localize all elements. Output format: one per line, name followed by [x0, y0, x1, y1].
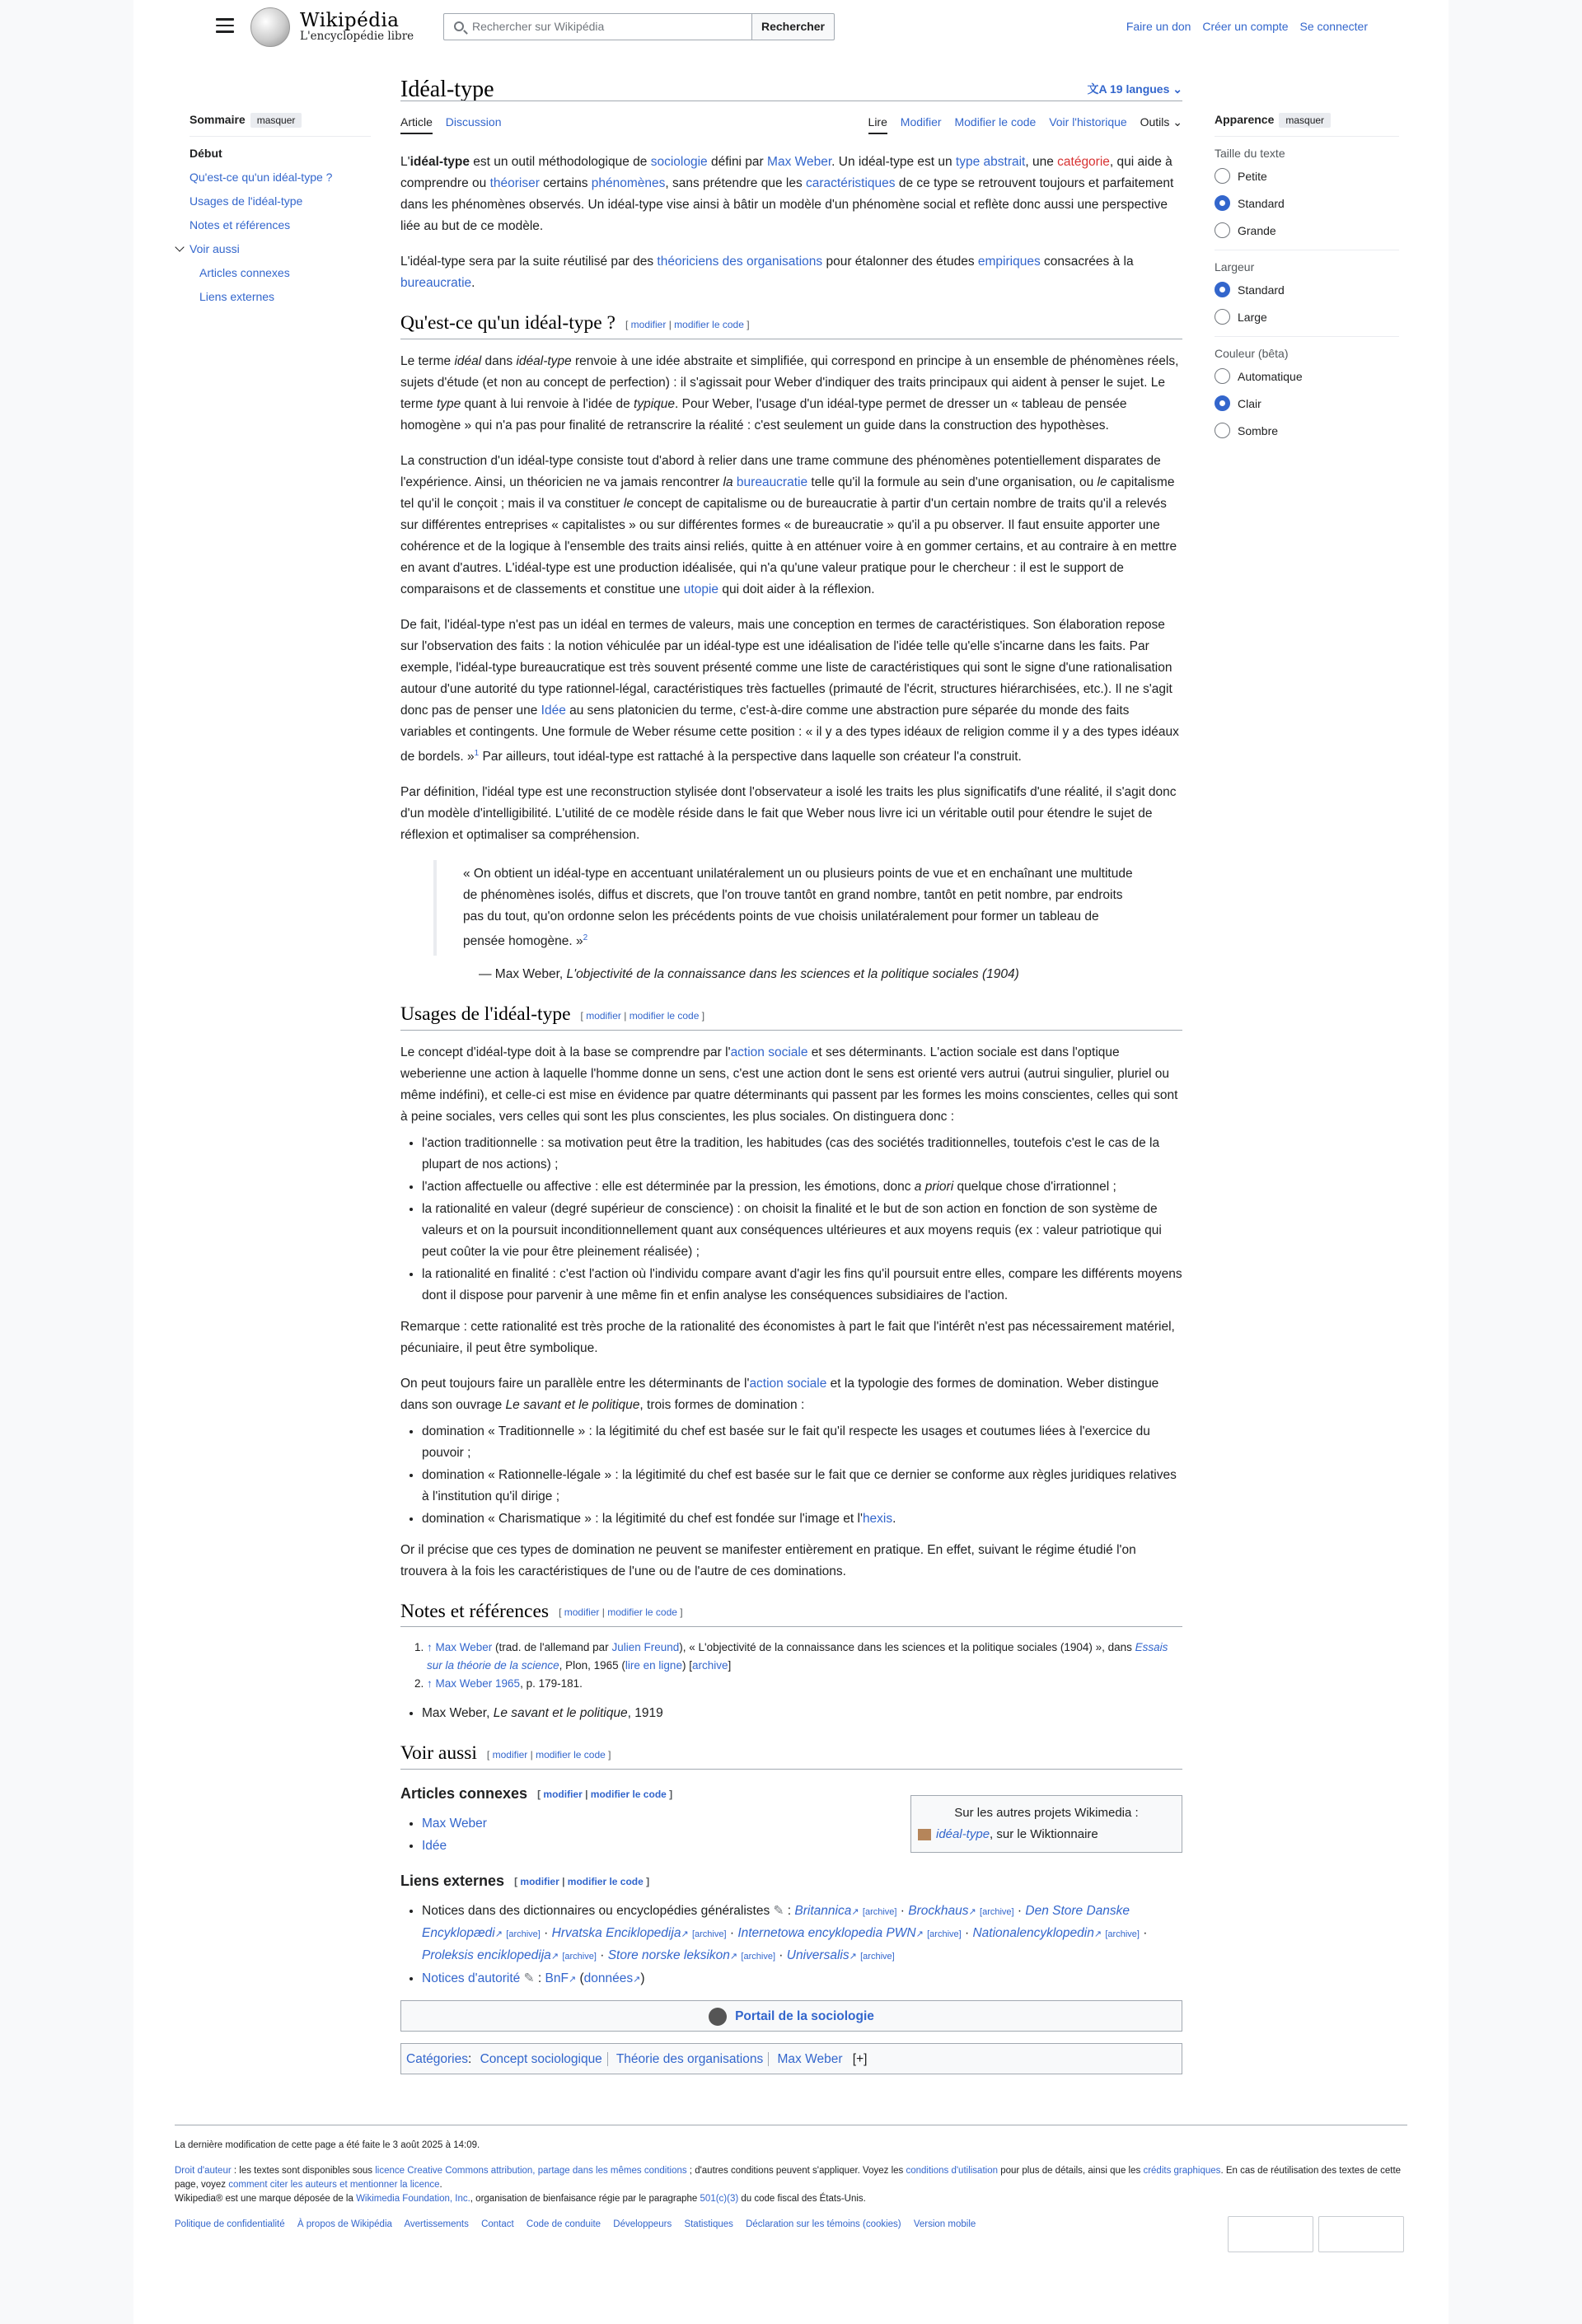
toc-item-external[interactable]: Liens externes	[199, 290, 275, 303]
page	[133, 0, 1449, 2324]
subsection-heading-related: Articles connexes [ modifier | modifier le code ]	[400, 1784, 673, 1802]
category-link[interactable]: Max Weber	[777, 2052, 843, 2067]
toc-hide-button[interactable]: masquer	[250, 113, 302, 128]
footer-link[interactable]: Déclaration sur les témoins (cookies)	[746, 2219, 901, 2229]
appearance-hide-button[interactable]: masquer	[1279, 113, 1331, 128]
tab-article[interactable]: Article	[400, 115, 433, 134]
license-text: Droit d'auteur : les textes sont disponibles sous licence Creative Commons attribution, partage dans les mêmes conditions ; d'autres conditions peuvent s'appliquer. Voyez les conditions d'utilisation pour plus de détails, ainsi que les crédits graphiques. En cas de réutilisation des textes de cette page, voyez comment citer les auteurs et mentionner la licence. Wikipedia® est une marque déposée de la Wikimedia Foundation, Inc., organisation de bienfaisance régie par le paragraphe 501(c)(3) du code fiscal des États-Unis.	[175, 2166, 1402, 2204]
weber-quote: « On obtient un idéal-type en accentuant unilatéralement un ou plusieurs points de vue et en enchaînant une multitude de phénomènes isolés, diffus et discrets, que l'on trouve tantôt en grand nombre, tantôt en petit nombre, par endroits pas du tout, qu'on ordonne selon les précédents points de vue choisis unilatéralement pour former un tableau de pensée homogène. »$^2$	[433, 860, 1182, 956]
chevron-down-icon[interactable]	[175, 242, 184, 251]
color-label: Couleur (bêta)	[1215, 347, 1289, 360]
intro-paragraph-2: L'idéal-type sera par la suite réutilisé par des théoriciens des organisations pour étalonner des études empiriques consacrées à la bureaucratie.	[400, 255, 1134, 290]
site-footer	[175, 2125, 1407, 2232]
footer-link[interactable]: Statistiques	[684, 2219, 733, 2229]
wiktionary-icon	[918, 1829, 931, 1840]
intro-paragraph: L'idéal-type est un outil méthodologique de sociologie défini par Max Weber. Un idéal-type est un type abstrait, une catégorie, qui aide à comprendre ou théoriser certains phénomènes, sans prétendre que les caractéristiques de ce type se retrouvent toujours et parfaitement dans les phénomènes observés. Un idéal-type vise ainsi à bâtir un modèle d'un phénomène social et reflète donc aussi une perspective liée au but de ce modèle.	[400, 155, 1174, 233]
appearance-panel	[1215, 113, 1399, 450]
footer-link[interactable]: À propos de Wikipédia	[297, 2219, 392, 2229]
categories-link[interactable]: Catégories	[406, 2052, 468, 2067]
section-heading-usages: Usages de l'idéal-type [ modifier | modifier le code ]	[400, 1003, 1182, 1031]
categories-expand-button[interactable]: [+]	[852, 2052, 868, 2067]
appearance-title: Apparence	[1215, 113, 1275, 126]
create-account-link[interactable]: Créer un compte	[1202, 20, 1289, 33]
external-links-list: • Notices dans des dictionnaires ou encyclopédies généralistes ✎ : Britannica↗ [archive] · Brockhaus↗ [archive] · Den Store Danske Encyklopædi↗ [archive] · Hrvatska Enciklopedija↗ [archive] · Internetowa encyklopedia PWN↗ [archive] · Nationalencyklopedin↗ [archive] · Proleksis enciklopedija↗ [archive] · Store norske leksikon↗ [archive] · Universalis↗ [archive] • Notices d'autorité ✎ : BnF↗ (données↗)	[422, 1901, 1182, 1990]
quote-attribution: — Max Weber, L'objectivité de la connaissance dans les sciences et la politique sociales (1904)	[479, 966, 1019, 981]
text-size-large[interactable]: Grande	[1215, 222, 1399, 238]
related-link[interactable]: Idée	[422, 1839, 447, 1853]
toc-item-usages[interactable]: Usages de l'idéal-type	[190, 194, 303, 208]
sister-projects-box: Sur les autres projets Wikimedia : idéal-type, sur le Wiktionnaire	[910, 1795, 1182, 1853]
tab-talk[interactable]: Discussion	[445, 115, 502, 129]
references-list: 1. ↑ Max Weber (trad. de l'allemand par Julien Freund), « L'objectivité de la connaissance dans les sciences et la politique sociales (1904) », dans Essais sur la théorie de la science, Plon, 1965 (lire en ligne) [archive] 2. ↑ Max Weber 1965, p. 179-181.	[427, 1639, 1182, 1693]
search-icon	[454, 21, 464, 31]
text-size-small[interactable]: Petite	[1215, 168, 1399, 184]
last-modified: La dernière modification de cette page a été faite le 3 août 2025 à 14:09.	[175, 2140, 480, 2150]
toc-item-related[interactable]: Articles connexes	[199, 266, 290, 279]
toc-title: Sommaire	[190, 113, 246, 126]
tab-edit[interactable]: Modifier	[900, 115, 942, 129]
mediawiki-badge[interactable]	[1318, 2216, 1404, 2252]
text-size-label: Taille du texte	[1215, 147, 1285, 160]
footer-link[interactable]: Avertissements	[404, 2219, 469, 2229]
tagline: L'encyclopédie libre	[300, 30, 414, 43]
main-menu-icon[interactable]	[216, 18, 234, 33]
search-input[interactable]: Rechercher sur Wikipédia	[443, 13, 752, 40]
tab-tools[interactable]: Outils	[1140, 115, 1170, 129]
toc-item-see-also[interactable]: Voir aussi	[190, 242, 371, 255]
tab-history[interactable]: Voir l'historique	[1049, 115, 1127, 129]
main-content	[400, 66, 1182, 2074]
width-large[interactable]: Large	[1215, 309, 1399, 325]
footer-link[interactable]: Contact	[481, 2219, 514, 2229]
article-body: L'idéal-type est un outil méthodologique de sociologie défini par Max Weber. Un idéal-type est un type abstrait, une catégorie, qui aide à comprendre ou théoriser certains phénomènes, sans prétendre que les caractéristiques de ce type se retrouvent toujours et parfaitement dans les phénomènes observés. Un idéal-type vise ainsi à bâtir un modèle d'un phénomène social et reflète donc aussi une perspective liée au but de ce modèle. L'idéal-type sera par la suite réutilisé par des théoriciens des organisations pour étalonner des études empiriques consacrées à la bureaucratie. Qu'est-ce qu'un idéal-type ? [ modifier | modifier le code ] Le terme idéal dans idéal-type renvoie à une idée abstraite et simplifiée, qui correspond en principe à un ensemble de phénomènes réels, sujets d'étude (et non au concept de perfection) : il s'agissait pour Weber d'indiquer des traits principaux qui aident à penser le sujet. Le terme type quant à lui renvoie à l'idée de typique. Pour Weber, l'usage d'un idéal-type permet de dresser un « tableau de pensée homogène » qui n'a pas pour finalité de retranscrire la réalité : c'est seulement un guide dans la construction des hypothèses. La construction d'un idéal-type consiste tout d'abord à relier dans une trame commune des phénomènes potentiellement disparates de l'expérience. Ainsi, un théoricien ne va jamais rencontrer la bureaucratie telle qu'il la formule au sein d'une organisation, ou le capitalisme tel qu'il le conçoit ; mais il va constituer le concept de capitalisme ou de bureaucratie à partir d'un certain nombre de traits qu'il a relevés sur différentes entreprises « capitalistes » ou sur différentes formes « de bureaucratie » qu'il a pu observer. Il faut ensuite apporter une cohérence et de la logique à l'ensemble des traits ainsi reliés, quitte à en atténuer voire à en gommer certains, et au contraire à en mettre en avant d'autres. L'idéal-type est une production idéalisée, qui n'a qu'une valeur pratique pour le chercheur : il est le support de comparaisons et de classements et constitue une utopie qui doit aider à la réflexion. De fait, l'idéal-type n'est pas un idéal en termes de valeurs, mais une conception en termes de caractéristiques. Son élaboration repose sur l'observation des faits : la notion véhiculée par un idéal-type est une idéalisation de l'idée telle qu'elle s'incarne dans les faits. Par exemple, l'idéal-type bureaucratique est très souvent présenté comme une liste de caractéristiques qui sont le signe d'une rationalisation autour d'une autorité du type rationnel-légal, caractéristiques très factuelles (primauté de l'écrit, structures hiérarchisées, etc.). Il ne s'agit donc pas de penser une Idée au sens platonicien du terme, c'est-à-dire comme une abstraction pure séparée du monde des faits variables et contingents. Une formule de Weber résume cette position : « il y a des types idéaux de religion comme il y a des types idéaux de bordels. »$^1$ Par ailleurs, tout idéal-type est rattaché à la perspective dans laquelle son créateur l'a construit. Par définition, l'idéal type est une reconstruction stylisée dont l'observateur a isolé les traits les plus significatifs d'une réalité, il s'agit donc d'un modèle d'intelligibilité. L'utilité de ce modèle réside dans le fait que Weber nous livre ici un véritable outil pour étendre le sujet de réflexion et optimaliser sa compréhension. « On obtient un idéal-type en accentuant unilatéralement un ou plusieurs points de vue et en enchaînant une multitude de phénomènes isolés, diffus et discrets, que l'on trouve tantôt en grand nombre, tantôt en petit nombre, par endroits pas du tout, qu'on ordonne selon les précédents points de vue choisis unilatéralement pour former un tableau de pensée homogène. »$^2$ — Max Weber, L'objectivité de la connaissance dans les sciences et la politique sociales (1904) Usages de l'idéal-type [ modifier | modifier le code ] Le concept d'idéal-type doit à la base se comprendre par l'action sociale et ses déterminants. L'action sociale est dans l'optique weberienne une action à laquelle l'homme donne un sens, c'est une action dont le sens est orienté vers autrui (autrui singulier, pluriel ou même indéfini), et celle-ci est mise en évidence par quatre déterminants qui passent par les formes les moins conscientes, celles qui sont à peine sociales, vers celles qui sont les plus conscientes, les plus sociales. On distinguera donc : • l'action traditionnelle : sa motivation peut être la tradition, les habitudes (cas des sociétés traditionnelles, toutefois c'est le cas de la plupart de nos actions) ; • l'action affectuelle ou affective : elle est déterminée par la pression, les émotions, donc a priori quelque chose d'irrationnel ; • la rationalité en valeur (degré supérieur de conscience) : on choisit la finalité et le but de son action en fonction de son système de valeurs et on la poursuit inconditionnellement quant aux conséquences ultérieures et aux moyens requis (ex : valeur patriotique qui peut coûter la vie pour être pleinement réalisée) ; • la rationalité en finalité : c'est l'action où l'individu compare avant d'agir les fins qu'il poursuit entre elles, compare les différents moyens dont il dispose pour parvenir à une même fin et enfin analyse les conséquences subsidiaires de l'action. Remarque : cette rationalité est très proche de la rationalité des économistes à part le fait que l'intérêt n'est pas nécessairement matériel, pécuniaire, il peut être symbolique. On peut toujours faire un parallèle entre les déterminants de l'action sociale et la typologie des formes de domination. Weber distingue dans son ouvrage Le savant et le politique, trois formes de domination : • domination « Traditionnelle » : la légitimité du chef est basée sur le fait qu'il respecte les usages et coutumes liées à l'exercice du pouvoir ; • domination « Rationnelle-légale » : la légitimité du chef est basée sur le fait que ce dernier se conforme aux règles juridiques relatives à l'institution qu'il dirige ; • domination « Charismatique » : la légitimité du chef est fondée sur l'image et l'hexis. Or il précise que ces types de domination ne peuvent se manifester entièrement en pratique. En effet, suivant le régime étudié l'on trouvera à la fois les caractéristiques de l'une ou de l'autre de ces dominations. Notes et références [ modifier | modifier le code ] 1. ↑ Max Weber (trad. de l'allemand par Julien Freund), « L'objectivité de la connaissance dans les sciences et la politique sociales (1904) », dans Essais sur la théorie de la science, Plon, 1965 (lire en ligne) [archive] 2. ↑ Max Weber 1965, p. 179-181. • Max Weber, Le savant et le politique, 1919 Voir aussi [ modifier | modifier le code ] Articles connexes [ modifier | modifier le code ] Sur les autres projets Wikimedia : idéal-type, sur le Wiktionnaire • Max Weber • Idée Liens externes [ modifier | modifier le code ] • Notices dans des dictionnaires ou encyclopédies généralistes ✎ : Britannica↗ [archive] · Brockhaus↗ [archive] · Den Store Danske Encyklopædi↗ [archive] · Hrvatska Enciklopedija↗ [archive] · Internetowa encyklopedia PWN↗ [archive] · Nationalencyklopedin↗ [archive] · Proleksis enciklopedija↗ [archive] · Store norske leksikon↗ [archive] · Universalis↗ [archive] • Notices d'autorité ✎ : BnF↗ (données↗) Portail de la sociologie Catégories: Concept sociologique Théorie des organisations Max Weber [+]	[400, 152, 1182, 2074]
page-title: Idéal-type	[400, 77, 494, 102]
section-heading-see-also: Voir aussi [ modifier | modifier le code ]	[400, 1742, 1182, 1770]
wikimedia-badge[interactable]	[1228, 2216, 1313, 2252]
wordmark[interactable]: Wikipédia	[300, 10, 400, 31]
site-header	[175, 0, 1407, 54]
footer-link[interactable]: Développeurs	[613, 2219, 672, 2229]
category-link[interactable]: Théorie des organisations	[615, 2052, 764, 2067]
text-size-standard[interactable]: Standard	[1215, 195, 1399, 211]
color-automatic[interactable]: Automatique	[1215, 368, 1399, 384]
toc-item-what[interactable]: Qu'est-ce qu'un idéal-type ?	[190, 171, 333, 184]
wikipedia-logo[interactable]	[250, 7, 290, 47]
color-light[interactable]: Clair	[1215, 395, 1399, 411]
width-label: Largeur	[1215, 260, 1255, 274]
footer-link[interactable]: Code de conduite	[526, 2219, 601, 2229]
table-of-contents	[190, 113, 371, 314]
user-links	[1118, 20, 1368, 33]
section-heading-what: Qu'est-ce qu'un idéal-type ? [ modifier | modifier le code ]	[400, 312, 1182, 339]
footer-link[interactable]: Politique de confidentialité	[175, 2219, 285, 2229]
portal-icon	[709, 2008, 727, 2026]
tab-edit-code[interactable]: Modifier le code	[954, 115, 1037, 129]
page-tabs: Article Discussion Lire Modifier Modifier le code Voir l'historique Outils ⌄	[400, 101, 1182, 130]
search-button[interactable]: Rechercher	[751, 13, 835, 40]
color-dark[interactable]: Sombre	[1215, 423, 1399, 438]
login-link[interactable]: Se connecter	[1299, 20, 1368, 33]
section-heading-notes: Notes et références [ modifier | modifier le code ]	[400, 1601, 1182, 1628]
toc-item-notes[interactable]: Notes et références	[190, 218, 291, 231]
footer-link[interactable]: Version mobile	[913, 2219, 976, 2229]
subsection-heading-external: Liens externes [ modifier | modifier le code ]	[400, 1873, 650, 1889]
related-link[interactable]: Max Weber	[422, 1817, 487, 1831]
wiktionary-link[interactable]: idéal-type	[936, 1827, 990, 1841]
tab-read[interactable]: Lire	[868, 115, 887, 134]
width-standard[interactable]: Standard	[1215, 282, 1399, 297]
portal-link[interactable]: Portail de la sociologie	[400, 2000, 1182, 2032]
categories-box: Catégories: Concept sociologique Théorie des organisations Max Weber [+]	[400, 2043, 1182, 2074]
donate-link[interactable]: Faire un don	[1126, 20, 1191, 33]
category-link[interactable]: Concept sociologique	[480, 2052, 602, 2067]
language-button[interactable]: 文A 19 langues ⌄	[1087, 82, 1182, 96]
toc-item-start[interactable]: Début	[190, 147, 222, 160]
